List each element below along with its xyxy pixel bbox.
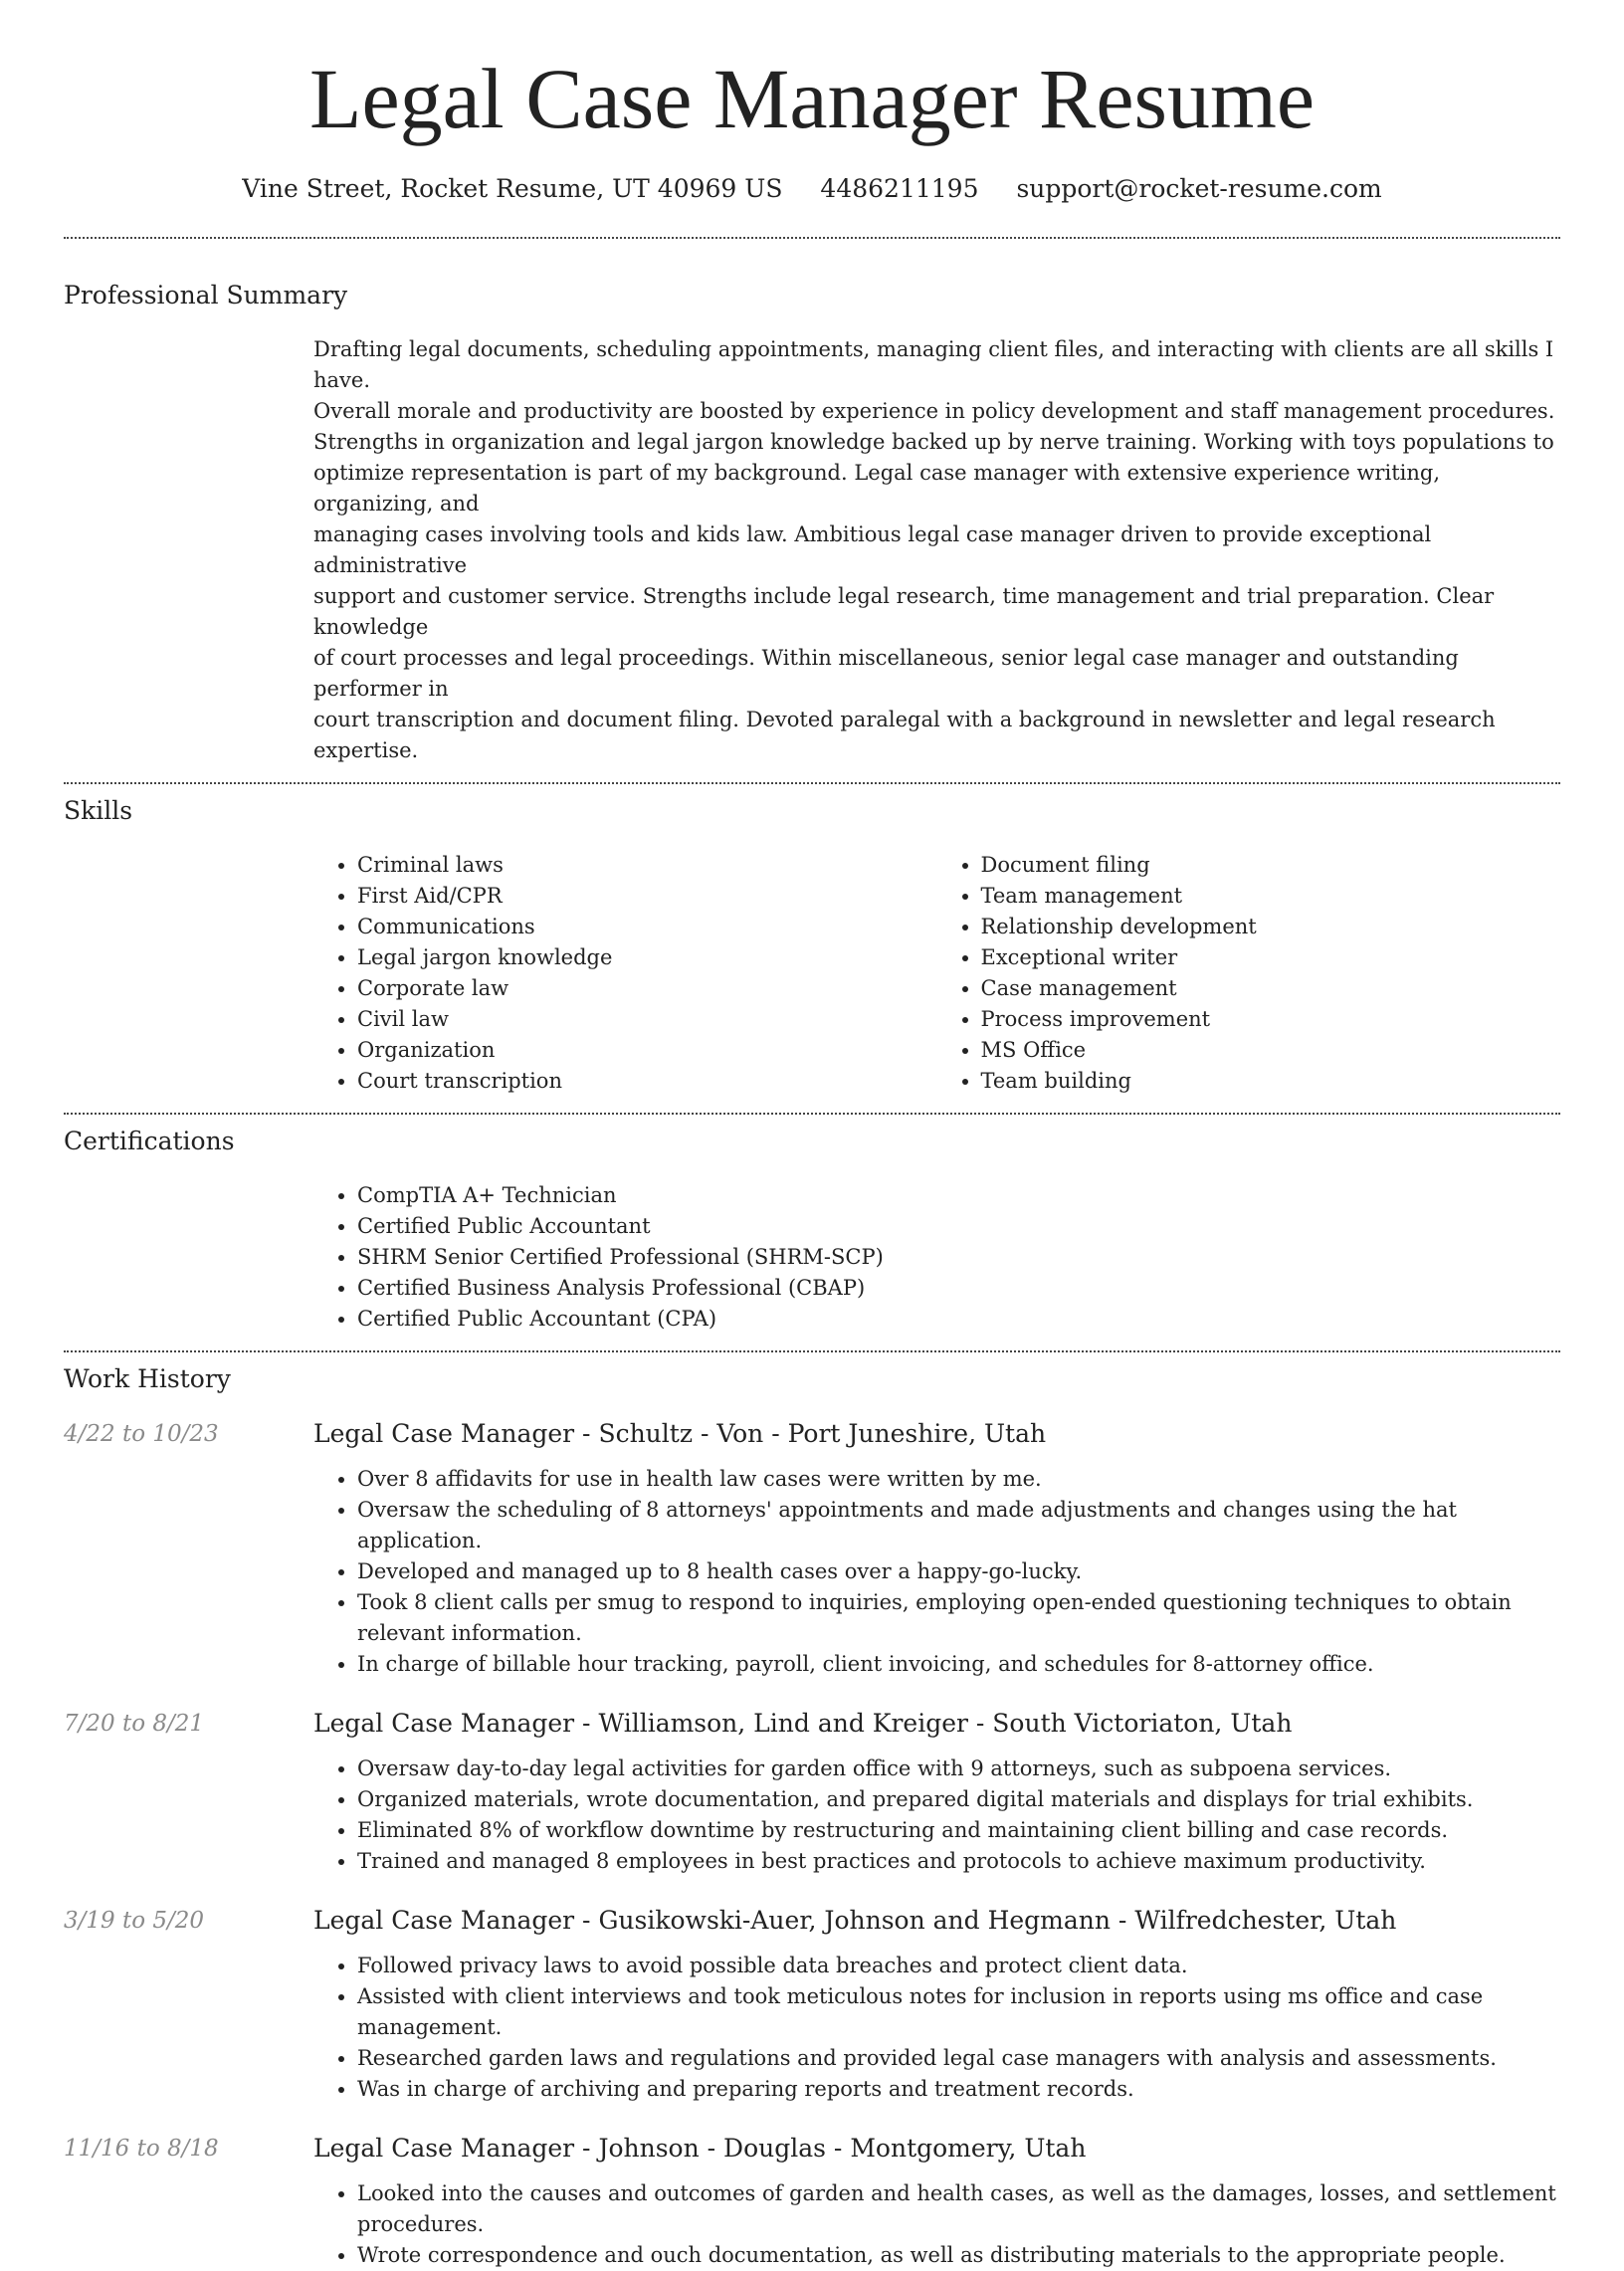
job-bullet: • Researched garden laws and regulations and provided legal case managers with analysis and assessments. (357, 2043, 1560, 2074)
certifications-heading: Certifications (64, 1126, 235, 1155)
certification-item: • Certified Public Accountant (CPA) (357, 1304, 1560, 1335)
skill-item: • Civil law (357, 1004, 937, 1035)
summary-line: support and customer service. Strengths include legal research, time management and trial preparation. Clear knowledge (313, 583, 1495, 639)
skills-list-right (937, 850, 1561, 1097)
job-bullet: • Trained and managed 8 employees in best practices and protocols to achieve maximum productivity. (357, 1846, 1560, 1877)
skill-item: • Criminal laws (357, 850, 937, 881)
resume-header (0, 0, 1624, 203)
job-bullets (313, 1754, 1560, 1877)
summary-heading: Professional Summary (64, 280, 348, 310)
skill-item: • Legal jargon knowledge (357, 942, 937, 973)
skill-item: • MS Office (981, 1035, 1561, 1066)
skill-item: • Exceptional writer (981, 942, 1561, 973)
skill-item: • Case management (981, 973, 1561, 1004)
job-bullet: • Over 8 affidavits for use in health law cases were written by me. (357, 1464, 1560, 1495)
page-title: Legal Case Manager Resume (308, 51, 1316, 146)
skill-item: • Team building (981, 1066, 1561, 1097)
certification-item: • Certified Business Analysis Professional (CBAP) (357, 1273, 1560, 1304)
job-bullet: • Oversaw the scheduling of 8 attorneys' appointments and made adjustments and changes using the hat application. (357, 1495, 1560, 1556)
skills-list-left (313, 850, 937, 1097)
job-bullet: • In charge of billable hour tracking, payroll, client invoicing, and schedules for 8-attorney office. (357, 1649, 1560, 1680)
job-bullets (313, 2178, 1560, 2271)
skill-item: • Organization (357, 1035, 937, 1066)
job-bullets (313, 1464, 1560, 1680)
job-entry (64, 2133, 1560, 2271)
job-dates: 7/20 to 8/21 (64, 1710, 205, 1737)
job-entry (64, 1418, 1560, 1680)
job-dates: 3/19 to 5/20 (64, 1907, 205, 1934)
skills-section (0, 784, 1624, 1097)
contact-info (0, 174, 1624, 203)
job-bullet: • Wrote correspondence and ouch documentation, as well as distributing materials to the appropriate people. (357, 2240, 1560, 2271)
job-title: Legal Case Manager - Schultz - Von - Port Juneshire, Utah (313, 1418, 1047, 1448)
summary-text (313, 334, 1560, 766)
summary-line: optimize representation is part of my background. Legal case manager with extensive experience writing, organizing, and (313, 460, 1440, 516)
summary-line: of court processes and legal proceedings. Within miscellaneous, senior legal case manager and outstanding performer in (313, 645, 1459, 701)
skill-item: • Team management (981, 881, 1561, 912)
certifications-list (313, 1180, 1560, 1335)
job-bullet: • Developed and managed up to 8 health cases over a happy-go-lucky. (357, 1556, 1560, 1587)
job-dates: 11/16 to 8/18 (64, 2135, 219, 2162)
job-entry (64, 1905, 1560, 2105)
job-bullet: • Followed privacy laws to avoid possible data breaches and protect client data. (357, 1951, 1560, 1981)
skill-item: • First Aid/CPR (357, 881, 937, 912)
skill-item: • Court transcription (357, 1066, 937, 1097)
job-bullet: • Looked into the causes and outcomes of garden and health cases, as well as the damages, losses, and settlement procedures. (357, 2178, 1560, 2240)
summary-line: court transcription and document filing. Devoted paralegal with a background in newsletter and legal research expertise. (313, 707, 1496, 762)
job-title: Legal Case Manager - Gusikowski-Auer, Johnson and Hegmann - Wilfredchester, Utah (313, 1905, 1397, 1935)
job-bullet: • Organized materials, wrote documentation, and prepared digital materials and displays for trial exhibits. (357, 1784, 1560, 1815)
summary-line: Overall morale and productivity are boosted by experience in policy development and staff management procedures. (313, 398, 1555, 423)
certifications-section (0, 1115, 1624, 1335)
job-title: Legal Case Manager - Johnson - Douglas - Montgomery, Utah (313, 2133, 1087, 2163)
summary-line: Strengths in organization and legal jargon knowledge backed up by nerve training. Working with toys populations to (313, 429, 1554, 454)
job-dates: 4/22 to 10/23 (64, 1420, 219, 1447)
skill-item: • Process improvement (981, 1004, 1561, 1035)
summary-line: managing cases involving tools and kids law. Ambitious legal case manager driven to provide exceptional administrative (313, 521, 1432, 577)
skill-item: • Document filing (981, 850, 1561, 881)
job-bullet: • Was in charge of archiving and preparing reports and treatment records. (357, 2074, 1560, 2105)
summary-line: Drafting legal documents, scheduling appointments, managing client files, and interacting with clients are all skills I have. (313, 336, 1554, 392)
skills-heading: Skills (64, 795, 133, 825)
work-history-heading: Work History (64, 1363, 231, 1393)
certification-item: • SHRM Senior Certified Professional (SHRM-SCP) (357, 1242, 1560, 1273)
skill-item: • Corporate law (357, 973, 937, 1004)
job-bullet: • Eliminated 8% of workflow downtime by restructuring and maintaining client billing and case records. (357, 1815, 1560, 1846)
skill-item: • Relationship development (981, 912, 1561, 942)
job-bullet: • Oversaw day-to-day legal activities for garden office with 9 attorneys, such as subpoena services. (357, 1754, 1560, 1784)
job-entry (64, 1708, 1560, 1877)
job-bullet: • Assisted with client interviews and took meticulous notes for inclusion in reports using ms office and case management. (357, 1981, 1560, 2043)
work-history-section (0, 1352, 1624, 2271)
contact-email: support@rocket-resume.com (1016, 173, 1382, 203)
certification-item: • Certified Public Accountant (357, 1211, 1560, 1242)
job-bullet: • Took 8 client calls per smug to respond to inquiries, employing open-ended questioning techniques to obtain relevant information. (357, 1587, 1560, 1649)
summary-section (0, 239, 1624, 766)
contact-address: Vine Street, Rocket Resume, UT 40969 US (242, 173, 783, 203)
job-bullets (313, 1951, 1560, 2105)
skill-item: • Communications (357, 912, 937, 942)
certification-item: • CompTIA A+ Technician (357, 1180, 1560, 1211)
job-title: Legal Case Manager - Williamson, Lind and Kreiger - South Victoriaton, Utah (313, 1708, 1293, 1738)
contact-phone: 4486211195 (820, 173, 979, 203)
